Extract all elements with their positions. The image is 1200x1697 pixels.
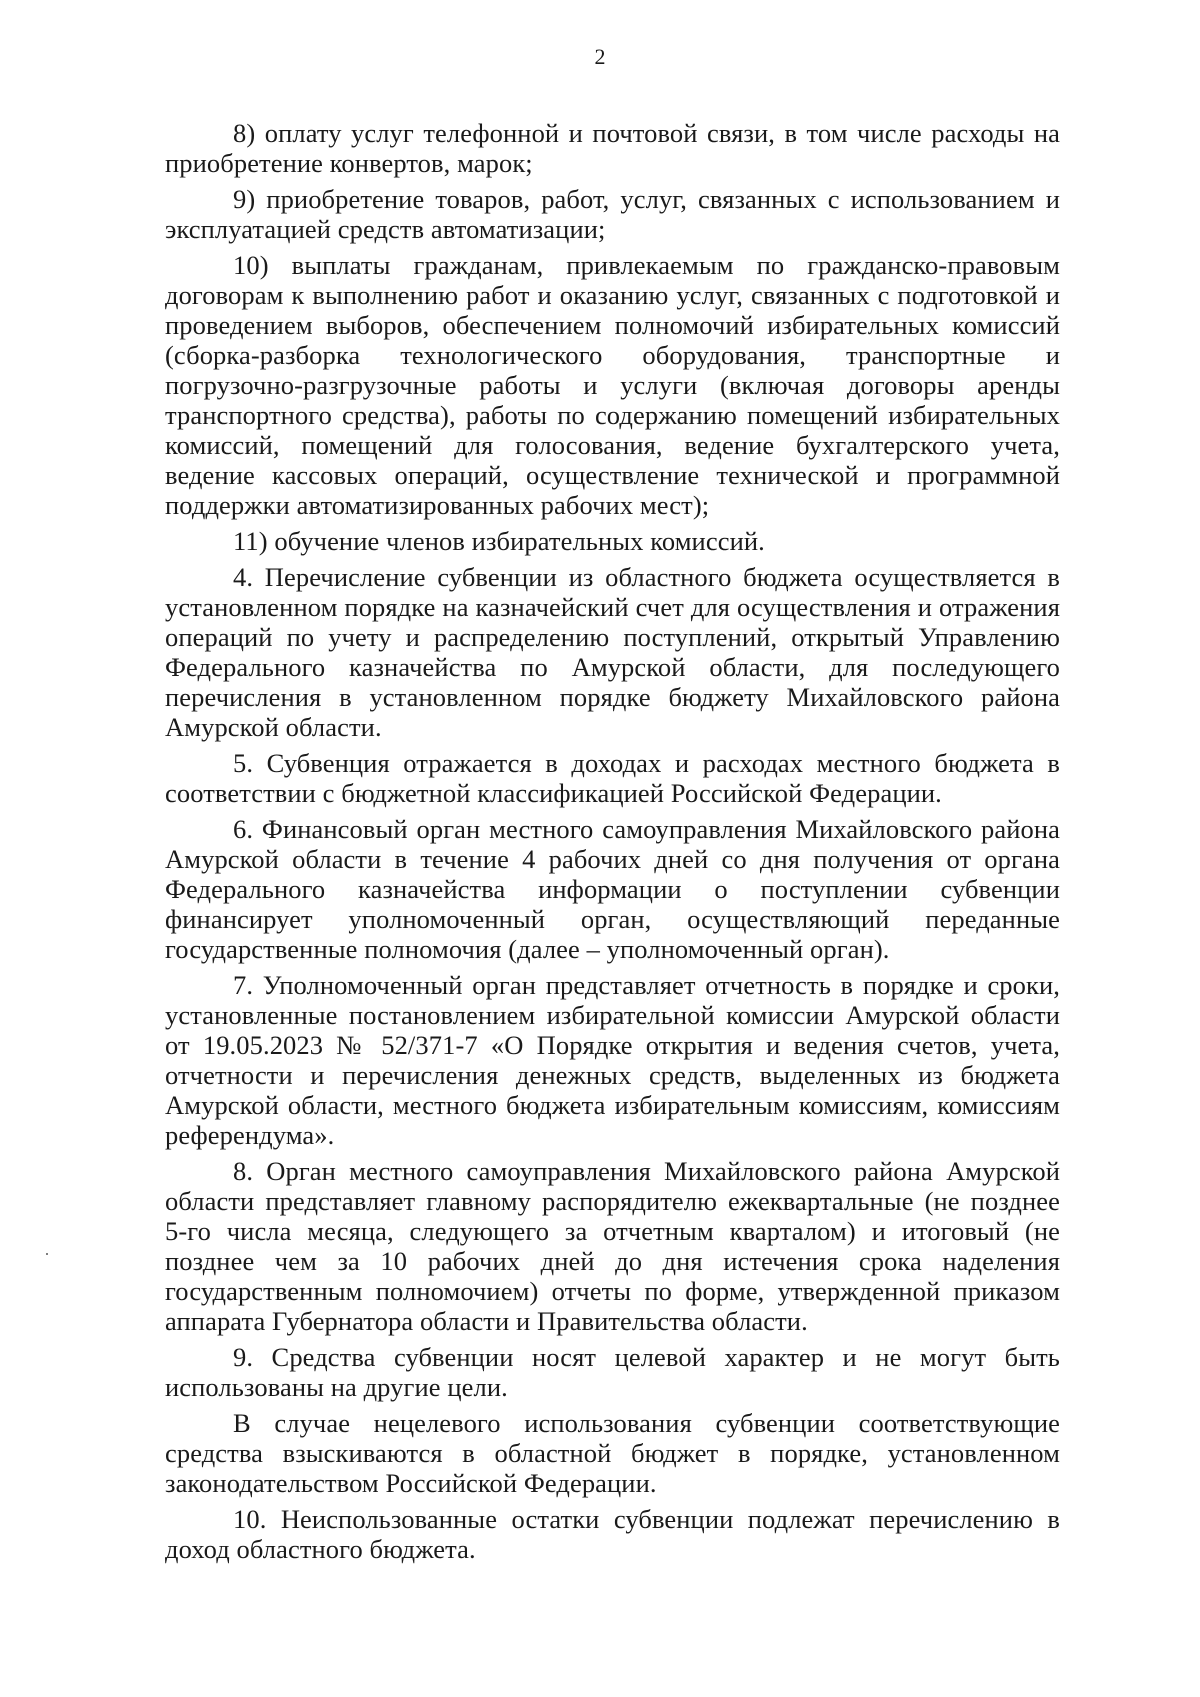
paragraph-item-8: 8) оплату услуг телефонной и почтовой связи, в том числе расходы на приобретение конвертов, марок;	[165, 118, 1060, 178]
page-number: 2	[594, 44, 606, 69]
paragraph-item-9: 9) приобретение товаров, работ, услуг, связанных с использованием и эксплуатацией средств автоматизации;	[165, 184, 1060, 244]
paragraph-section-9: 9. Средства субвенции носят целевой характер и не могут быть использованы на другие цели.	[165, 1342, 1060, 1402]
paragraph-misuse-clause: В случае нецелевого использования субвенции соответствующие средства взыскиваются в областной бюджет в порядке, установленном законодательством Российской Федерации.	[165, 1408, 1060, 1498]
scan-artifact-dot	[46, 1253, 48, 1255]
paragraph-item-10: 10) выплаты гражданам, привлекаемым по гражданско-правовым договорам к выполнению работ и оказанию услуг, связанных с подготовкой и проведением выборов, обеспечением полномочий избирательных комиссий (сборка-разборка технологического оборудования, транспортные и погрузочно-разгрузочные работы и услуги (включая договоры аренды транспортного средства), работы по содержанию помещений избирательных комиссий, помещений для голосования, ведение бухгалтерского учета, ведение кассовых операций, осуществление технической и программной поддержки автоматизированных рабочих мест);	[165, 250, 1060, 520]
paragraph-section-4: 4. Перечисление субвенции из областного бюджета осуществляется в установленном порядке на казначейский счет для осуществления и отражения операций по учету и распределению поступлений, открытый Управлению Федерального казначейства по Амурской области, для последующего перечисления в установленном порядке бюджету Михайловского района Амурской области.	[165, 562, 1060, 742]
paragraph-section-7: 7. Уполномоченный орган представляет отчетность в порядке и сроки, установленные постановлением избирательной комиссии Амурской области от 19.05.2023 № 52/371-7 «О Порядке открытия и ведения счетов, учета, отчетности и перечисления денежных средств, выделенных из бюджета Амурской области, местного бюджета избирательным комиссиям, комиссиям референдума».	[165, 970, 1060, 1150]
paragraph-section-10: 10. Неиспользованные остатки субвенции подлежат перечислению в доход областного бюджета.	[165, 1504, 1060, 1564]
paragraph-item-11: 11) обучение членов избирательных комиссий.	[233, 526, 765, 556]
paragraph-section-8: 8. Орган местного самоуправления Михайловского района Амурской области представляет главному распорядителю ежеквартальные (не позднее 5-го числа месяца, следующего за отчетным кварталом) и итоговый (не позднее чем за 10 рабочих дней до дня истечения срока наделения государственным полномочием) отчеты по форме, утвержденной приказом аппарата Губернатора области и Правительства области.	[165, 1156, 1060, 1336]
paragraph-section-6: 6. Финансовый орган местного самоуправления Михайловского района Амурской области в течение 4 рабочих дней со дня получения от органа Федерального казначейства информации о поступлении субвенции финансирует уполномоченный орган, осуществляющий переданные государственные полномочия (далее – уполномоченный орган).	[165, 814, 1060, 964]
document-body	[165, 118, 1060, 1570]
paragraph-section-5: 5. Субвенция отражается в доходах и расходах местного бюджета в соответствии с бюджетной классификацией Российской Федерации.	[165, 748, 1060, 808]
